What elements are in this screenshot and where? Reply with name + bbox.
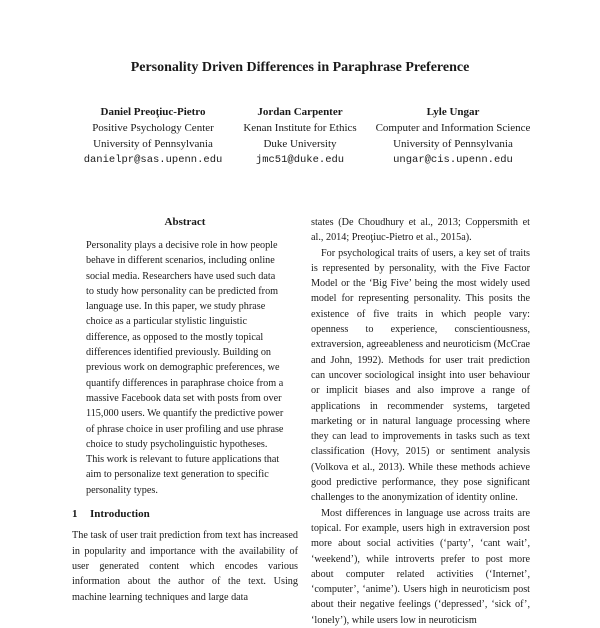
author-email: jmc51@duke.edu	[255, 154, 345, 166]
section-heading	[72, 507, 298, 522]
author-block	[232, 104, 368, 168]
abstract-text: Personality plays a decisive role in how people behave in different scenarios, including online social media. Researchers have used such data to study how personality can be predicted from language use. In this paper, we study phrase choice as a particular stylistic linguistic difference, as opposed to the mostly topical differences identified previously. Building on previous work on demographic preferences, we quantify differences in paraphrase choice from a massive Facebook data set with posts from over 115,000 users. We quantify the predictive power of phrase choice in user profiling and use phrase choice to study psycholinguistic hypotheses. This work is relevant to future applications that aim to personalize text generation to specific personality types.	[86, 240, 284, 496]
author-email: ungar@cis.upenn.edu	[393, 154, 513, 166]
author-name: Jordan Carpenter	[257, 106, 343, 118]
author-block	[68, 104, 238, 168]
author-email: danielpr@sas.upenn.edu	[83, 154, 223, 166]
abstract-heading: Abstract	[164, 216, 206, 228]
author-affiliation: Computer and Information Science	[375, 122, 531, 134]
author-block	[362, 104, 544, 168]
section-title: Introduction	[90, 508, 150, 521]
section-number: 1	[72, 508, 78, 521]
introduction-text: The task of user trait prediction from text has increased in popularity and importance with the availability of user generated content which encodes various information about the author of the text. Using machine learning techniques and large data	[72, 530, 298, 603]
paragraph: Most differences in language use across traits are topical. For example, users high in extraversion post more about social activities (‘party’, ‘cant wait’, ‘weekend’), while introverts prefer to post more about computer related activities (‘Internet’, ‘computer’, ‘anime’). Users high in neuroticism post about their negative feelings (‘depressed’, ‘sick of’, ‘lonely’), while users low in neuroticism	[311, 507, 530, 626]
author-institution: Duke University	[263, 138, 337, 150]
left-column	[72, 215, 298, 605]
author-institution: University of Pennsylvania	[393, 138, 513, 150]
author-institution: University of Pennsylvania	[93, 138, 213, 150]
paragraph: For psychological traits of users, a key set of traits is represented by personality, with the Five Factor Model or the ‘Big Five’ being the most widely used model for representing personality. This posits the existence of five traits in which people vary: openness to experience, conscientiousness, extraversion, agreeableness and neuroticism (McCrae and John, 1992). Methods for user trait prediction can uncover sociological insight into user behaviour or implicit biases and also improve a range of applications in recommender systems, targeted marketing or in natural language processing where they can lead to improvements in tasks such as text classification (Hovy, 2015) or sentiment analysis (Volkova et al., 2013). While these methods achieve good predictive performance, they pose significant challenges to the anonymization of identity online.	[311, 247, 530, 504]
author-name: Lyle Ungar	[426, 106, 480, 118]
author-affiliation: Positive Psychology Center	[92, 122, 214, 134]
author-name: Daniel Preoţiuc-Pietro	[100, 106, 206, 118]
paper-title: Personality Driven Differences in Paraphrase Preference	[130, 60, 470, 75]
author-affiliation: Kenan Institute for Ethics	[243, 122, 357, 134]
right-column	[311, 215, 530, 628]
paragraph: states (De Choudhury et al., 2013; Coppersmith et al., 2014; Preoţiuc-Pietro et al., 2015a).	[311, 217, 530, 244]
